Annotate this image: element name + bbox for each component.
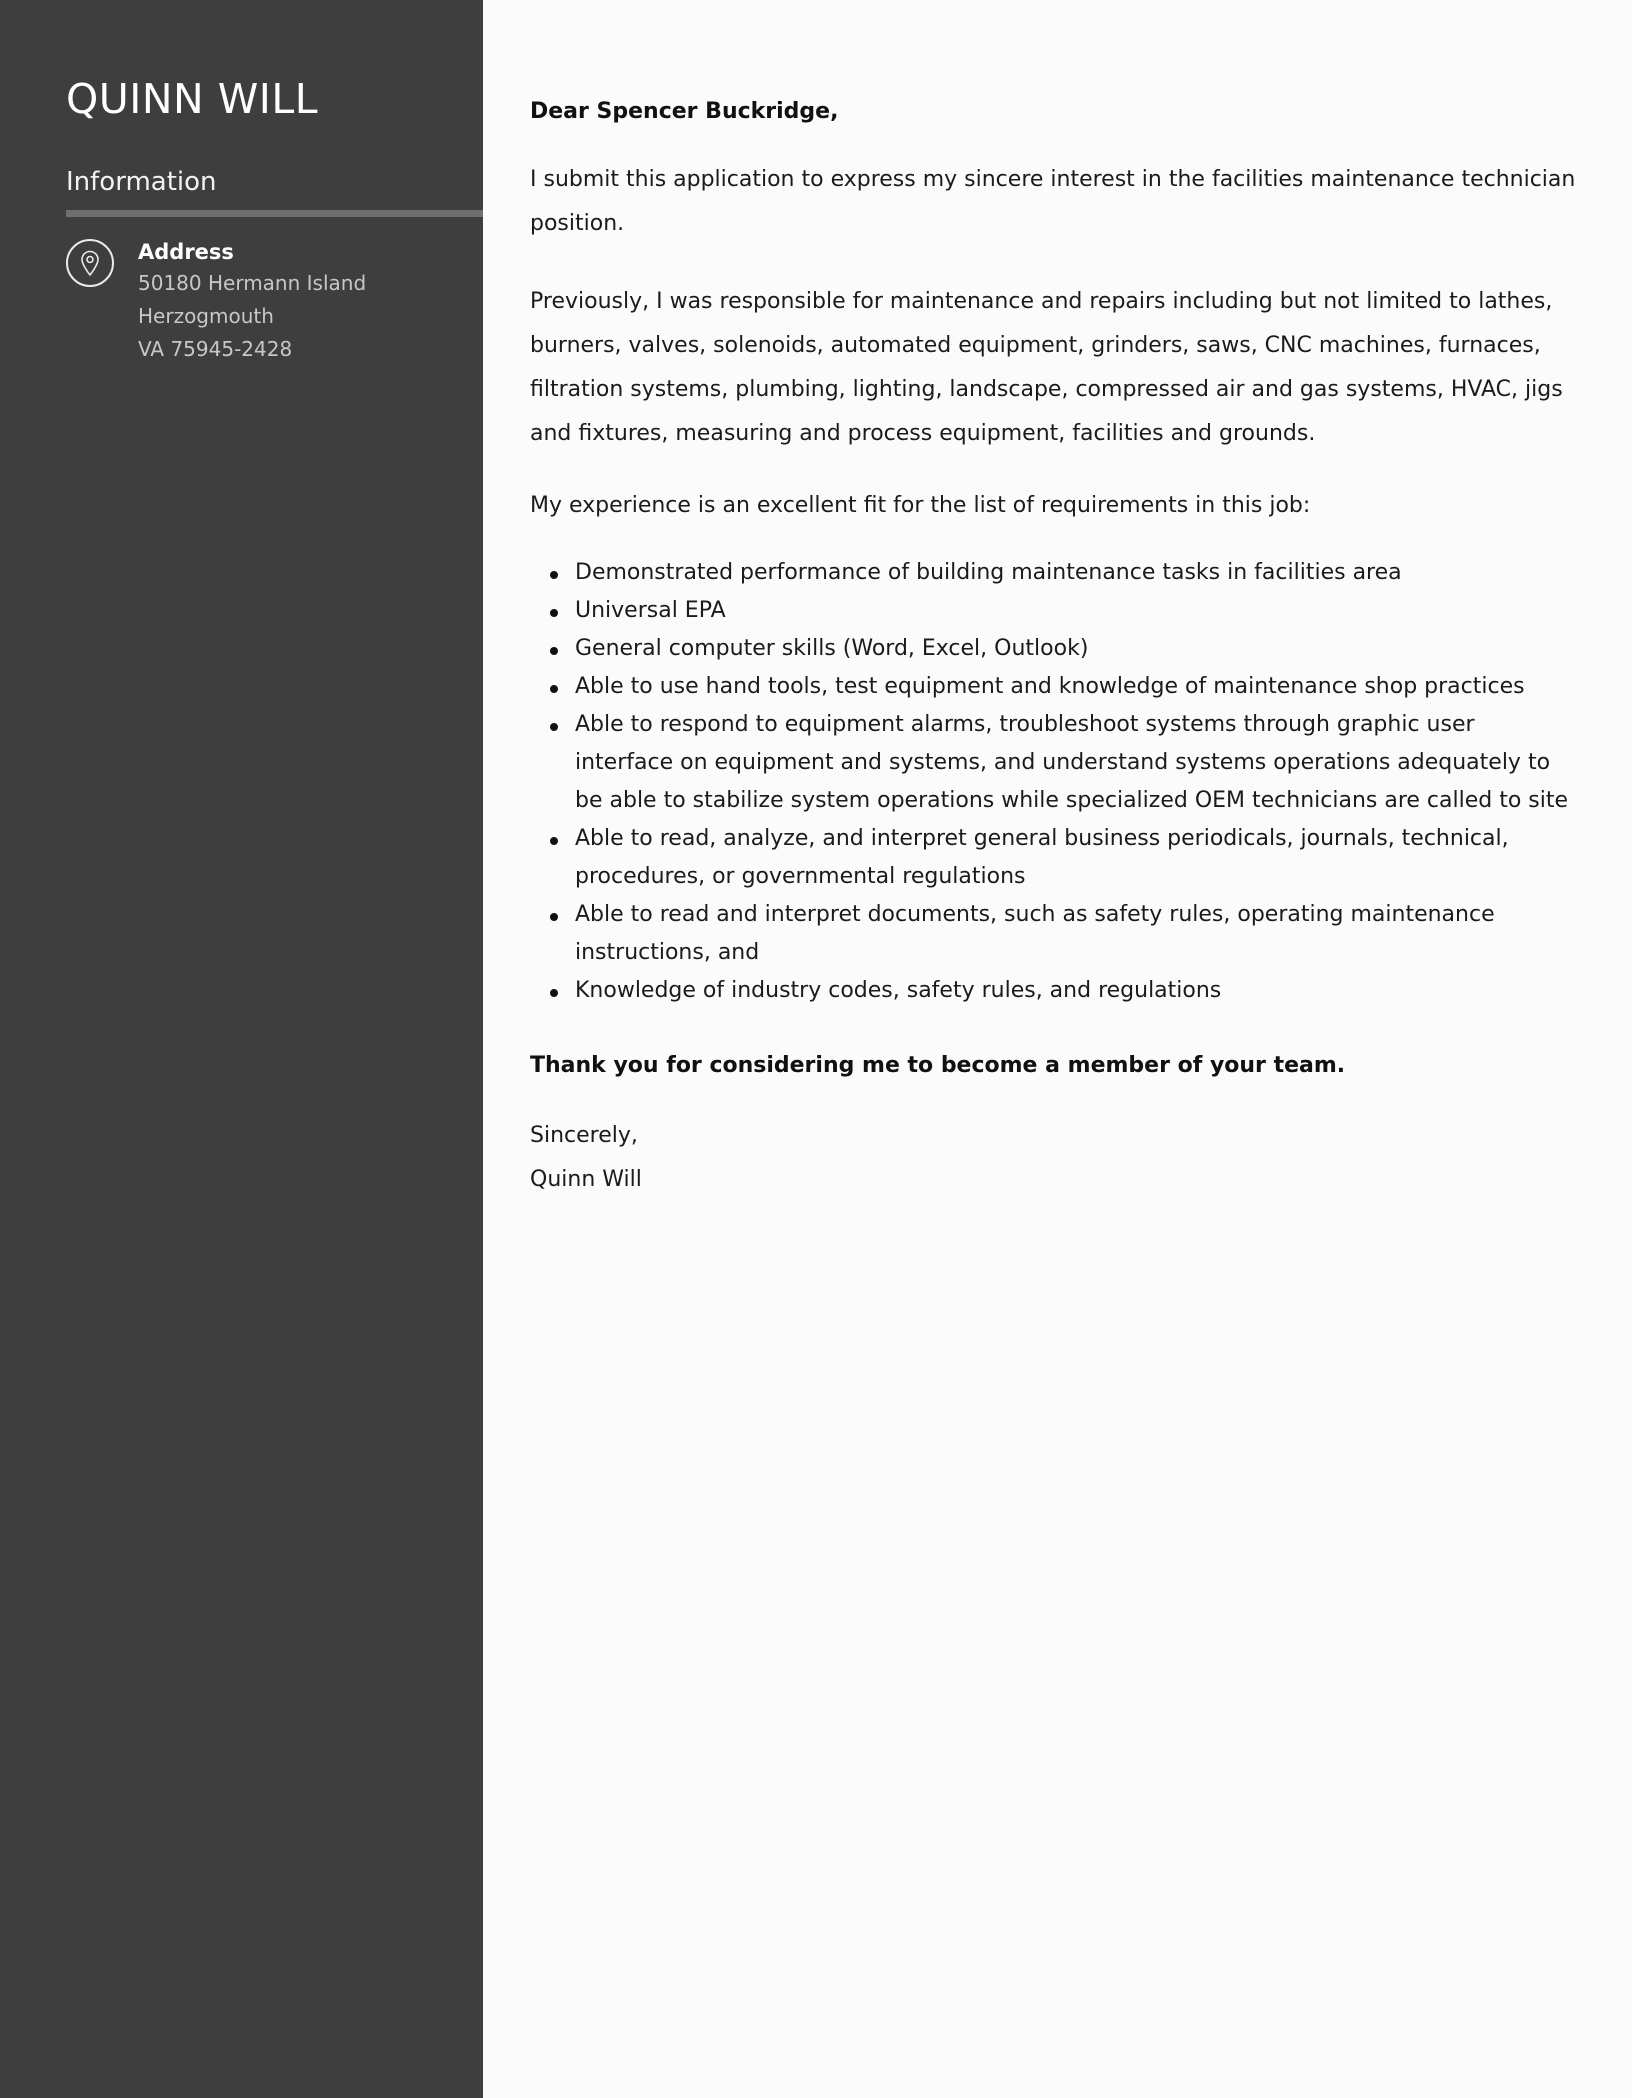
address-text bbox=[138, 237, 366, 366]
greeting: Dear Spencer Buckridge, bbox=[530, 99, 839, 124]
list-item: Able to use hand tools, test equipment and knowledge of maintenance shop practices bbox=[530, 668, 1577, 706]
requirements-list bbox=[530, 554, 1577, 1010]
list-item: Demonstrated performance of building maintenance tasks in facilities area bbox=[530, 554, 1577, 592]
address-state-zip: VA 75945-2428 bbox=[138, 337, 293, 361]
section-divider bbox=[66, 210, 483, 217]
map-pin-icon bbox=[66, 239, 114, 287]
map-pin-glyph bbox=[79, 249, 101, 277]
letter-body bbox=[483, 0, 1632, 2098]
address-city: Herzogmouth bbox=[138, 304, 274, 328]
list-item: Able to read, analyze, and interpret general business periodicals, journals, technical, procedures, or governmental regulations bbox=[530, 820, 1577, 896]
address-block bbox=[66, 237, 483, 366]
signoff-block bbox=[530, 1114, 1577, 1202]
sidebar bbox=[0, 0, 483, 2098]
list-item: General computer skills (Word, Excel, Outlook) bbox=[530, 630, 1577, 668]
list-item: Knowledge of industry codes, safety rules, and regulations bbox=[530, 972, 1577, 1010]
address-street: 50180 Hermann Island bbox=[138, 271, 367, 295]
applicant-name: QUINN WILL bbox=[66, 75, 319, 123]
paragraph-experience: Previously, I was responsible for maintenance and repairs including but not limited to lathes, burners, valves, solenoids, automated equipment, grinders, saws, CNC machines, furnaces, filtration systems, plumbing, lighting, landscape, compressed air and gas systems, HVAC, jigs and fixtures, measuring and process equipment, facilities and grounds. bbox=[530, 289, 1563, 446]
closing-statement: Thank you for considering me to become a member of your team. bbox=[530, 1053, 1346, 1078]
paragraph-intro: I submit this application to express my sincere interest in the facilities maintenance technician position. bbox=[530, 167, 1576, 236]
information-heading: Information bbox=[66, 167, 217, 197]
signature-name: Quinn Will bbox=[530, 1167, 642, 1192]
signoff: Sincerely, bbox=[530, 1123, 638, 1148]
address-label: Address bbox=[138, 240, 234, 264]
paragraph-requirements-intro: My experience is an excellent fit for the list of requirements in this job: bbox=[530, 493, 1311, 518]
list-item: Universal EPA bbox=[530, 592, 1577, 630]
list-item: Able to read and interpret documents, such as safety rules, operating maintenance instructions, and bbox=[530, 896, 1577, 972]
list-item: Able to respond to equipment alarms, troubleshoot systems through graphic user interface on equipment and systems, and understand systems operations adequately to be able to stabilize system operations while specialized OEM technicians are called to site bbox=[530, 706, 1577, 820]
